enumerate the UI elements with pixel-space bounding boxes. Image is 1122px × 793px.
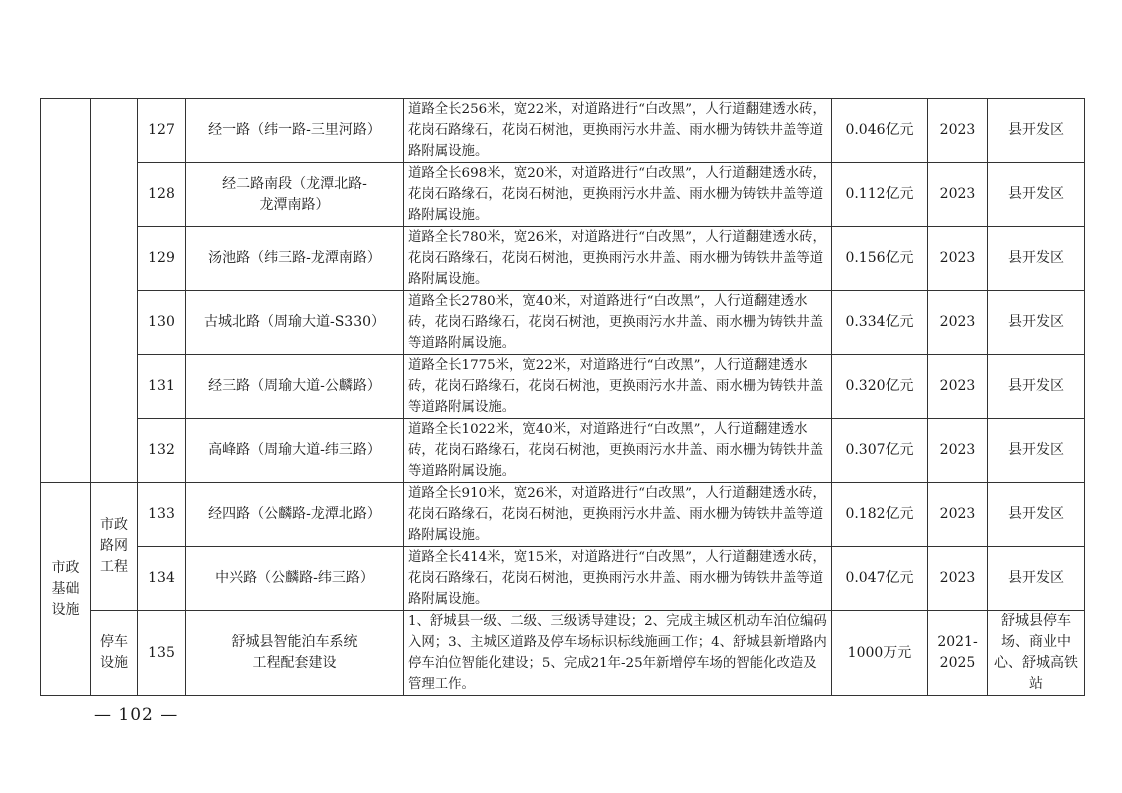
project-name: 舒城县智能泊车系统工程配套建设 bbox=[186, 611, 404, 696]
project-description: 道路全长698米，宽20米，对道路进行“白改黑”，人行道翻建透水砖，花岗石路缘石，花岗石树池，更换雨污水井盖、雨水栅为铸铁井盖等道路附属设施。 bbox=[404, 163, 832, 227]
investment-amount: 0.320亿元 bbox=[832, 355, 928, 419]
construction-year: 2023 bbox=[928, 355, 988, 419]
row-number: 131 bbox=[138, 355, 186, 419]
investment-amount: 0.156亿元 bbox=[832, 227, 928, 291]
project-name: 汤池路（纬三路-龙潭南路） bbox=[186, 227, 404, 291]
responsible-unit: 县开发区 bbox=[988, 355, 1085, 419]
project-description: 道路全长1022米，宽40米，对道路进行“白改黑”，人行道翻建透水砖，花岗石路缘石，花岗石树池，更换雨污水井盖、雨水栅为铸铁井盖等道路附属设施。 bbox=[404, 419, 832, 483]
project-name: 中兴路（公麟路-纬三路） bbox=[186, 547, 404, 611]
construction-year: 2023 bbox=[928, 227, 988, 291]
project-description: 道路全长2780米，宽40米，对道路进行“白改黑”，人行道翻建透水砖，花岗石路缘石，花岗石树池，更换雨污水井盖、雨水栅为铸铁井盖等道路附属设施。 bbox=[404, 291, 832, 355]
table-row bbox=[41, 163, 1085, 227]
category-cell-top-blank bbox=[41, 99, 91, 483]
project-name: 高峰路（周瑜大道-纬三路） bbox=[186, 419, 404, 483]
project-name: 古城北路（周瑜大道-S330） bbox=[186, 291, 404, 355]
investment-amount: 0.334亿元 bbox=[832, 291, 928, 355]
project-name: 经三路（周瑜大道-公麟路） bbox=[186, 355, 404, 419]
row-number: 127 bbox=[138, 99, 186, 163]
investment-amount: 0.112亿元 bbox=[832, 163, 928, 227]
row-number: 132 bbox=[138, 419, 186, 483]
responsible-unit: 县开发区 bbox=[988, 419, 1085, 483]
responsible-unit: 县开发区 bbox=[988, 291, 1085, 355]
investment-amount: 1000万元 bbox=[832, 611, 928, 696]
row-number: 130 bbox=[138, 291, 186, 355]
table-row bbox=[41, 227, 1085, 291]
table-row bbox=[41, 547, 1085, 611]
responsible-unit: 县开发区 bbox=[988, 483, 1085, 547]
table-row bbox=[41, 99, 1085, 163]
construction-year: 2023 bbox=[928, 483, 988, 547]
responsible-unit: 舒城县停车场、商业中心、舒城高铁站 bbox=[988, 611, 1085, 696]
construction-year: 2023 bbox=[928, 291, 988, 355]
row-number: 129 bbox=[138, 227, 186, 291]
responsible-unit: 县开发区 bbox=[988, 547, 1085, 611]
page-number: — 102 — bbox=[94, 705, 179, 725]
table-row bbox=[41, 291, 1085, 355]
project-description: 道路全长1775米，宽22米，对道路进行“白改黑”，人行道翻建透水砖，花岗石路缘石，花岗石树池，更换雨污水井盖、雨水栅为铸铁井盖等道路附属设施。 bbox=[404, 355, 832, 419]
table-row bbox=[41, 419, 1085, 483]
investment-amount: 0.182亿元 bbox=[832, 483, 928, 547]
category-label: 市政基础设施 bbox=[41, 483, 91, 696]
construction-year: 2021-2025 bbox=[928, 611, 988, 696]
project-description: 1、舒城县一级、二级、三级诱导建设；2、完成主城区机动车泊位编码入网；3、主城区道路及停车场标识标线施画工作；4、舒城县新增路内停车泊位智能化建设；5、完成21年-25年新增停车场的智能化改造及管理工作。 bbox=[404, 611, 832, 696]
table-row bbox=[41, 611, 1085, 696]
project-table bbox=[40, 98, 1085, 696]
table-row bbox=[41, 483, 1085, 547]
construction-year: 2023 bbox=[928, 163, 988, 227]
row-number: 133 bbox=[138, 483, 186, 547]
project-description: 道路全长780米，宽26米，对道路进行“白改黑”，人行道翻建透水砖，花岗石路缘石，花岗石树池，更换雨污水井盖、雨水栅为铸铁井盖等道路附属设施。 bbox=[404, 227, 832, 291]
subcategory-label: 市政路网工程 bbox=[91, 483, 138, 611]
responsible-unit: 县开发区 bbox=[988, 163, 1085, 227]
construction-year: 2023 bbox=[928, 419, 988, 483]
row-number: 135 bbox=[138, 611, 186, 696]
project-name: 经二路南段（龙潭北路-龙潭南路） bbox=[186, 163, 404, 227]
row-number: 134 bbox=[138, 547, 186, 611]
subcategory-label: 停车设施 bbox=[91, 611, 138, 696]
investment-amount: 0.307亿元 bbox=[832, 419, 928, 483]
responsible-unit: 县开发区 bbox=[988, 227, 1085, 291]
investment-amount: 0.046亿元 bbox=[832, 99, 928, 163]
construction-year: 2023 bbox=[928, 547, 988, 611]
responsible-unit: 县开发区 bbox=[988, 99, 1085, 163]
construction-year: 2023 bbox=[928, 99, 988, 163]
project-name: 经四路（公麟路-龙潭北路） bbox=[186, 483, 404, 547]
row-number: 128 bbox=[138, 163, 186, 227]
project-description: 道路全长414米，宽15米，对道路进行“白改黑”，人行道翻建透水砖，花岗石路缘石，花岗石树池，更换雨污水井盖、雨水栅为铸铁井盖等道路附属设施。 bbox=[404, 547, 832, 611]
table-row bbox=[41, 355, 1085, 419]
subcategory-cell-top-blank bbox=[91, 99, 138, 483]
project-description: 道路全长910米，宽26米，对道路进行“白改黑”，人行道翻建透水砖，花岗石路缘石，花岗石树池，更换雨污水井盖、雨水栅为铸铁井盖等道路附属设施。 bbox=[404, 483, 832, 547]
investment-amount: 0.047亿元 bbox=[832, 547, 928, 611]
project-description: 道路全长256米，宽22米，对道路进行“白改黑”，人行道翻建透水砖，花岗石路缘石，花岗石树池，更换雨污水井盖、雨水栅为铸铁井盖等道路附属设施。 bbox=[404, 99, 832, 163]
project-name: 经一路（纬一路-三里河路） bbox=[186, 99, 404, 163]
